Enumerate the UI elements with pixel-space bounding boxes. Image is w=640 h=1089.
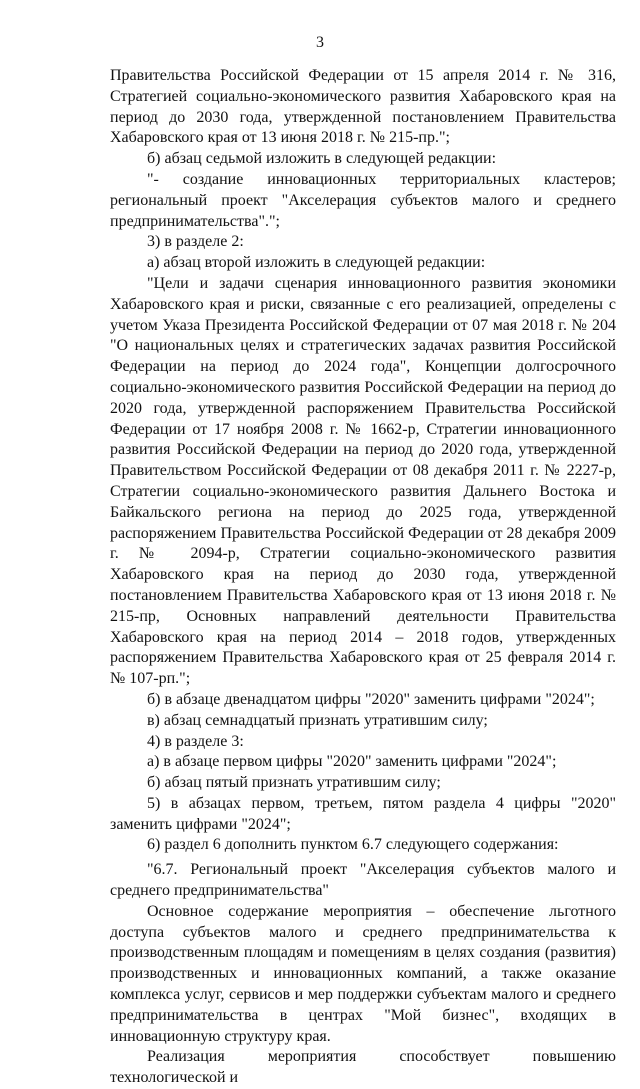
page-number: 3 (316, 34, 324, 51)
paragraph-item-b: б) абзац седьмой изложить в следующей редакции: (147, 150, 497, 168)
paragraph-continuation: Правительства Российской Федерации от 15 апреля 2014 г. № 316, Стратегией социально-экономического развития Хабаровского края на период до 2030 года, утвержденной постановлением Правительства Хабаровского края от 13 июня 2018 г. № 215-пр."; (110, 67, 616, 147)
paragraph-quote-goals: "Цели и задачи сценария инновационного развития экономики Хабаровского края и риски, связанные с его реализацией, определены с учетом Указа Президента Российской Федерации от 07 мая 2018 г. № 204 "О национальных целях и стратегических задачах развития Российской Федерации на период до 2024 года", Концепции долгосрочного социально-экономического развития Российской Федерации на период до 2020 года, утвержденной распоряжением Правительства Российской Федерации от 17 ноября 2008 г. № 1662-р, Стратегии инновационного развития Российской Федерации на период до 2020 года, утвержденной Правительством Российской Федерации от 08 декабря 2011 г. № 2227-р, Стратегии социально-экономического развития Дальнего Востока и Байкальского региона на период до 2025 года, утвержденной распоряжением Правительства Российской Федерации от 28 декабря 2009 г. № 2094-р, Стратегии социально-экономического развития Хабаровского края на период до 2030 года, утвержденной постановлением Правительства Хабаровского края от 13 июня 2018 г. № 215-пр, Основных направлений деятельности Правительства Хабаровского края на период 2014 – 2018 годов, утвержденных распоряжением Правительства Хабаровского края от 25 февраля 2014 г. № 107-рп."; (110, 274, 616, 688)
paragraph-implementation: Реализация мероприятия способствует повышению технологической и (110, 1048, 616, 1087)
document-body (110, 66, 616, 1089)
paragraph-item-a-2: а) в абзаце первом цифры "2020" заменить цифрами "2024"; (147, 753, 557, 771)
paragraph-main-content: Основное содержание мероприятия – обеспечение льготного доступа субъектов малого и среднего предпринимательства к производственным площадям и помещениям в целях создания (развития) производственных и инновационных компаний, а также оказание комплекса услуг, сервисов и мер поддержки субъектам малого и среднего предпринимательства в центрах "Мой бизнес", входящих в инновационную структуру края. (110, 902, 616, 1045)
paragraph-item-b-3: б) абзац пятый признать утратившим силу; (147, 774, 441, 792)
paragraph-item-b-2: б) в абзаце двенадцатом цифры "2020" заменить цифрами "2024"; (147, 690, 595, 708)
paragraph-item-6: 6) раздел 6 дополнить пунктом 6.7 следующего содержания: (147, 836, 559, 854)
paragraph-item-a: а) абзац второй изложить в следующей редакции: (147, 254, 486, 272)
paragraph-item-5: 5) в абзацах первом, третьем, пятом раздела 4 цифры "2020" заменить цифрами "2024"; (110, 794, 616, 833)
paragraph-item-4: 4) в разделе 3: (147, 732, 244, 750)
section-heading-6-7: "6.7. Региональный проект "Акселерация субъектов малого и среднего предпринимательства" (110, 861, 616, 900)
paragraph-quote-clusters: "- создание инновационных территориальных кластеров; региональный проект "Акселерация субъектов малого и среднего предпринимательства"."; (110, 170, 616, 230)
paragraph-item-v: в) абзац семнадцатый признать утратившим силу; (147, 711, 488, 729)
paragraph-item-3: 3) в разделе 2: (147, 233, 244, 251)
